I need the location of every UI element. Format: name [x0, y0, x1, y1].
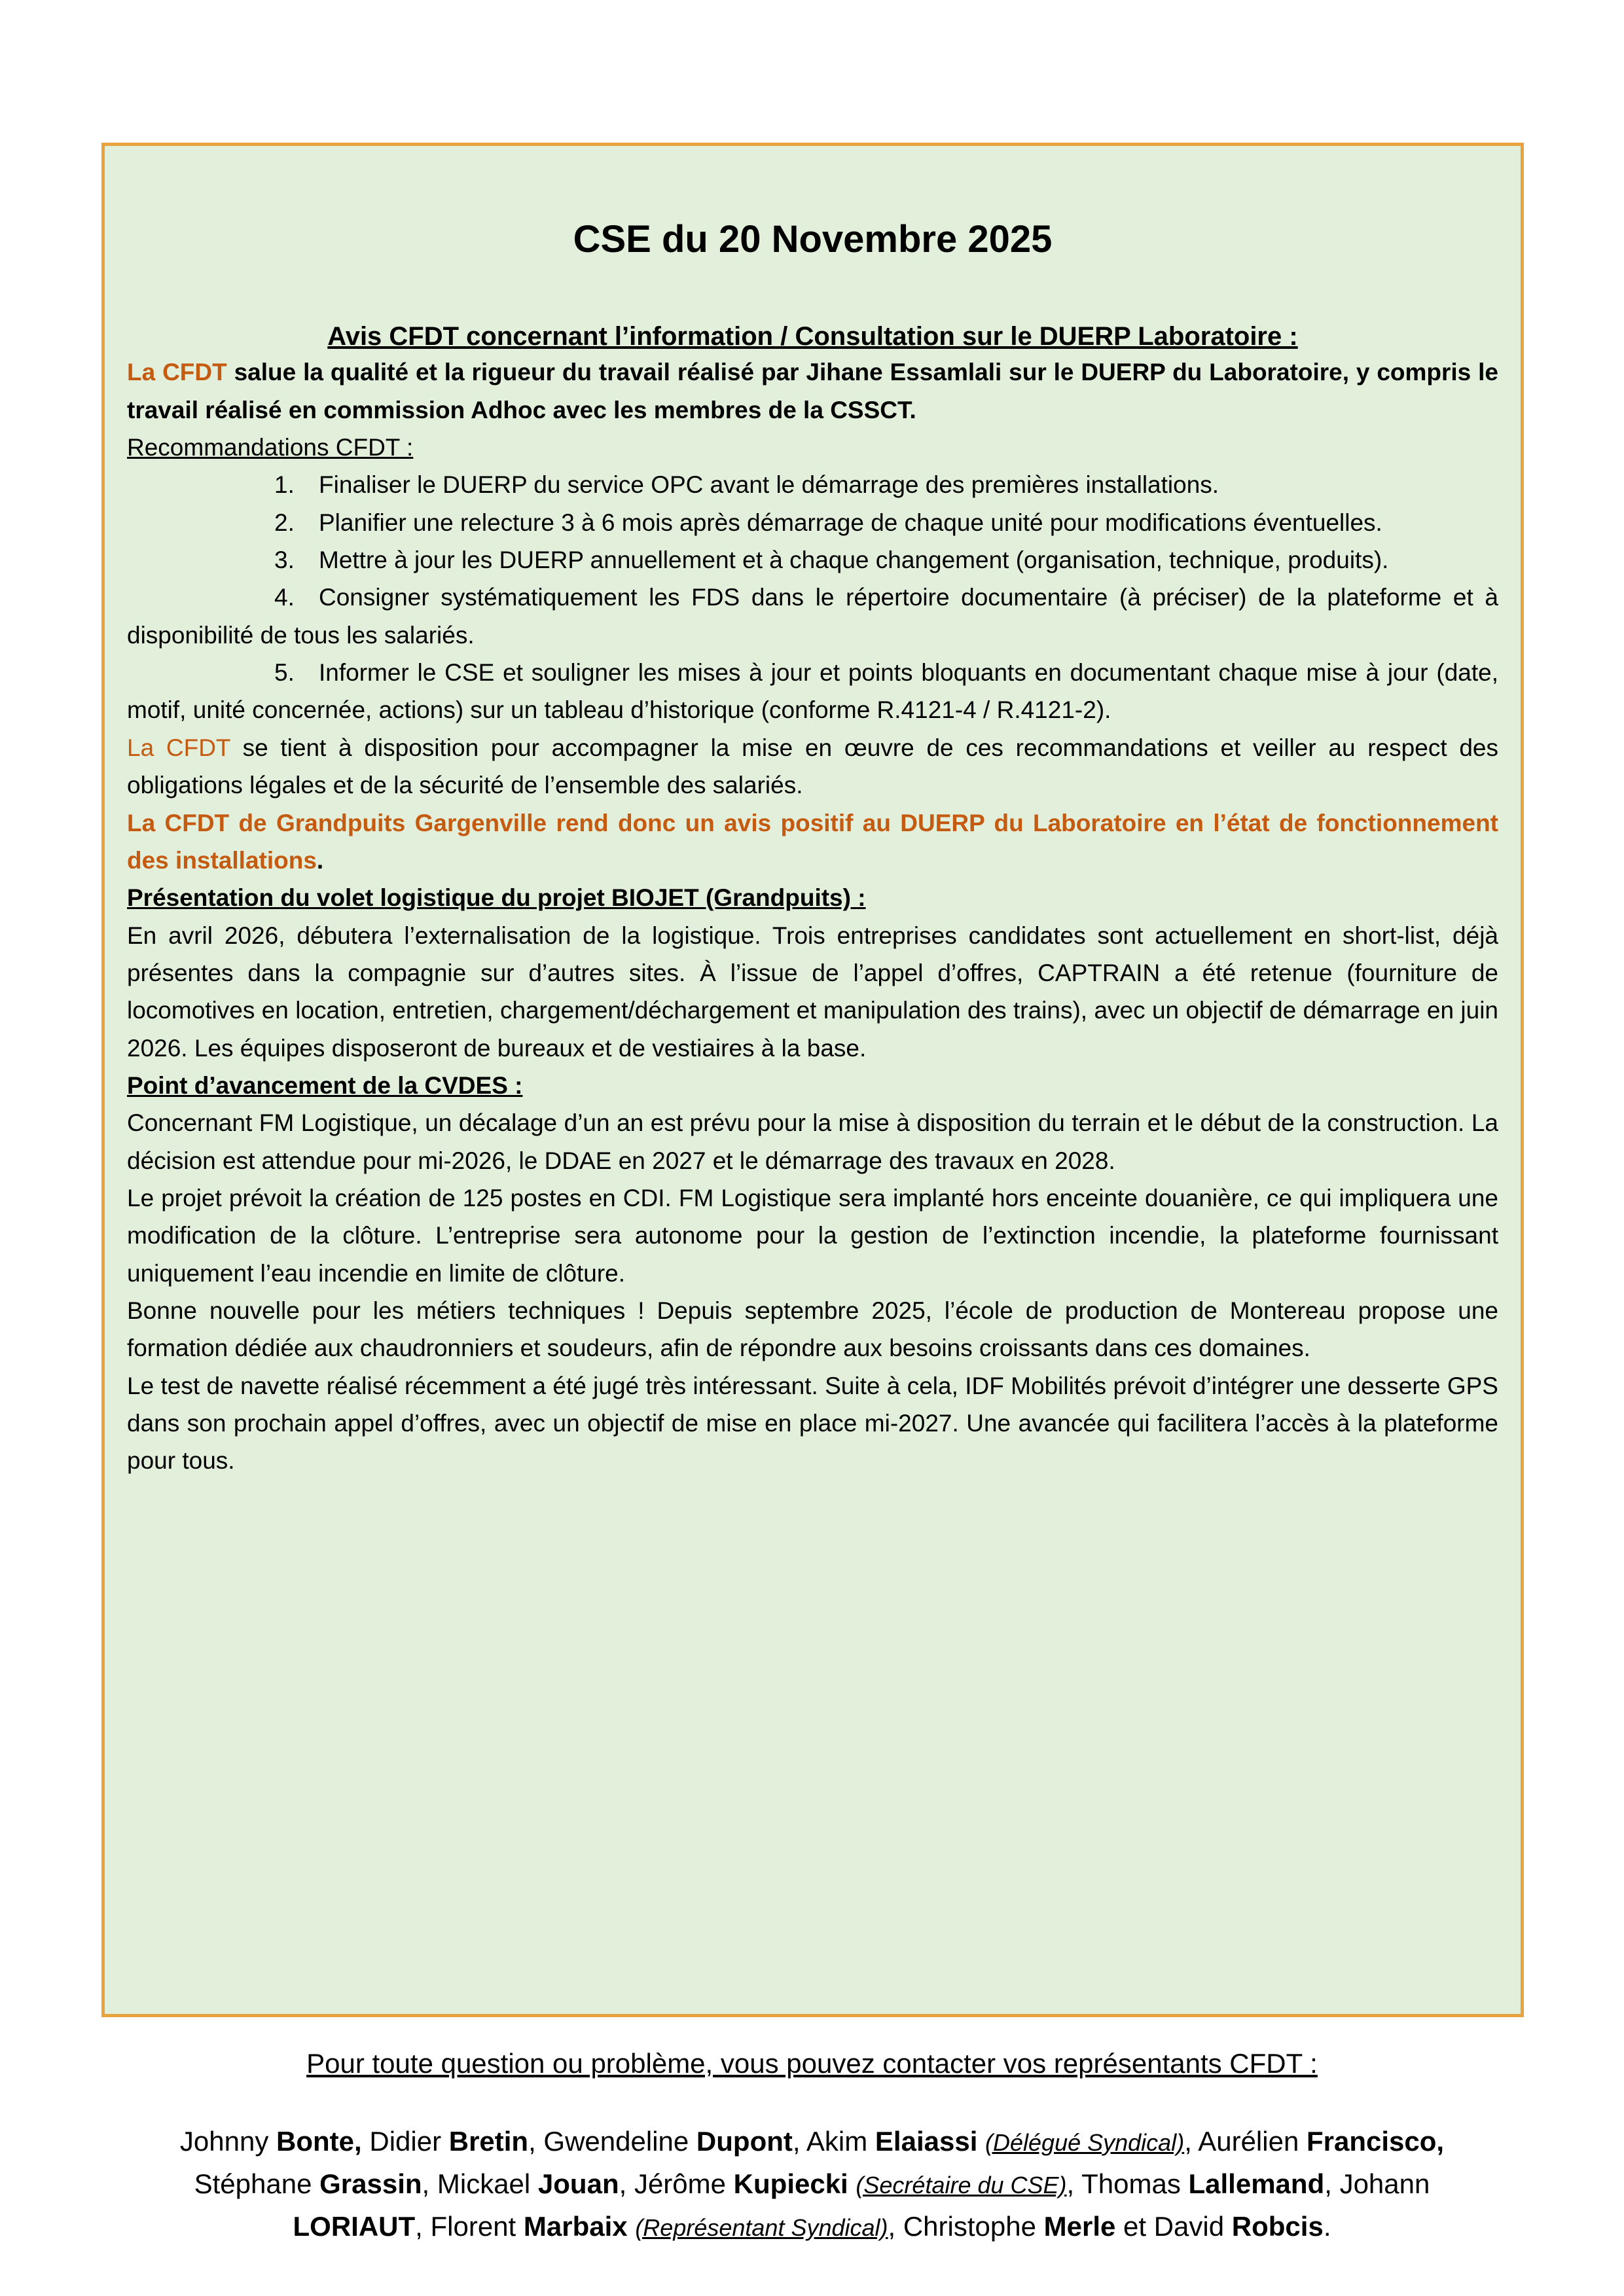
contact-segment: Didier [361, 2125, 449, 2157]
contact-segment: (Secrétaire du CSE) [856, 2171, 1067, 2198]
item-number: 3. [274, 547, 295, 574]
news-paragraph-1: Bonne nouvelle pour les métiers techniques ! Depuis septembre 2025, l’école de production de Montereau propose une formation dédiée aux chaudronniers et soudeurs, afin de répondre aux besoins croissants dans ces domaines. [127, 1297, 1498, 1362]
contact-segment: , Christophe [888, 2210, 1044, 2242]
item-number: 5. [274, 659, 295, 687]
recommendation-item [127, 654, 1498, 729]
contact-segment: , Jérôme [619, 2168, 734, 2199]
item-number: 4. [274, 584, 295, 611]
cfdt-lead-intro: La CFDT [127, 359, 227, 386]
avis-text: La CFDT de Grandpuits Gargenville rend donc un avis positif au DUERP du Laboratoire en l’état de fonctionnement des installations [127, 809, 1498, 874]
item-text: Finaliser le DUERP du service OPC avant le démarrage des premières installations. [319, 471, 1219, 499]
contact-segment: Johnny [179, 2125, 277, 2157]
recommendation-item [127, 466, 1498, 503]
item-text: Planifier une relecture 3 à 6 mois après démarrage de chaque unité pour modifications éventuelles. [319, 509, 1382, 536]
item-number: 1. [274, 471, 295, 499]
cse-report-box [101, 143, 1524, 2017]
cvdes-paragraph-1: Concernant FM Logistique, un décalage d’un an est prévu pour la mise à disposition du terrain et le début de la construction. La décision est attendue pour mi-2026, le DDAE en 2027 et le démarrage des travaux en 2028. [127, 1109, 1498, 1174]
contact-segment: , Florent [415, 2210, 524, 2242]
avis-subtitle: Avis CFDT concernant l’information / Consultation sur le DUERP Laboratoire : [327, 322, 1298, 351]
item-text: Informer le CSE et souligner les mises à jour et points bloquants en documentant chaque mise à jour (date, motif, unité concernée, actions) sur un tableau d’historique (conforme R.4121-4 / R.4121-2). [127, 659, 1498, 724]
recommendation-item [127, 504, 1498, 541]
contact-segment: (Délégué Syndical) [985, 2128, 1185, 2156]
contact-segment: , Thomas [1066, 2168, 1189, 2199]
item-number: 2. [274, 509, 295, 536]
news-paragraph-2: Le test de navette réalisé récemment a été jugé très intéressant. Suite à cela, IDF Mobilités prévoit d’intégrer une desserte GPS dans son prochain appel d’offres, avec un objectif de mise en place mi-2027. Une avancée qui facilitera l’accès à la plateforme pour tous. [127, 1372, 1498, 1475]
contact-segment: Bretin [448, 2125, 529, 2157]
contact-segment: , Akim [792, 2125, 875, 2157]
biojet-paragraph: En avril 2026, débutera l’externalisation de la logistique. Trois entreprises candidates sont actuellement en short-list, déjà présentes dans la compagnie sur d’autres sites. À l’issue de l’appel d’offres, CAPTRAIN a été retenue (fourniture de locomotives en location, entretien, chargement/déchargement et manipulation des trains), avec un objectif de démarrage en juin 2026. Les équipes disposeront de bureaux et de vestiaires à la base. [127, 922, 1498, 1062]
contacts-list [177, 2120, 1447, 2248]
cfdt-lead-support: La CFDT [127, 734, 230, 761]
recommendation-item [127, 579, 1498, 654]
contact-segment: Robcis [1231, 2210, 1324, 2242]
contact-segment: Bonte, [276, 2125, 362, 2157]
intro-text: salue la qualité et la rigueur du travail réalisé par Jihane Essamlali sur le DUERP du Laboratoire, y compris le travail réalisé en commission Adhoc avec les membres de la CSSCT. [127, 359, 1498, 423]
contact-segment: LORIAUT [293, 2210, 416, 2242]
cvdes-heading: Point d’avancement de la CVDES : [127, 1071, 523, 1099]
contact-segment: Stéphane [194, 2168, 320, 2199]
contact-segment: Francisco, [1306, 2125, 1445, 2157]
contact-segment: Elaiassi [875, 2125, 986, 2157]
contact-segment: Kupiecki [733, 2168, 856, 2199]
contact-segment: et David [1115, 2210, 1232, 2242]
biojet-heading: Présentation du volet logistique du projet BIOJET (Grandpuits) : [127, 884, 866, 912]
cvdes-paragraph-2: Le projet prévoit la création de 125 postes en CDI. FM Logistique sera implanté hors enceinte douanière, ce qui impliquera une modification de la clôture. L’entreprise sera autonome pour la gestion de l’extinction incendie, la plateforme fournissant uniquement l’eau incendie en limite de clôture. [127, 1184, 1498, 1287]
recommendations-label [127, 429, 1498, 466]
contact-segment: Lallemand [1188, 2168, 1325, 2199]
contact-segment: , Gwendeline [528, 2125, 696, 2157]
item-text: Mettre à jour les DUERP annuellement et à chaque changement (organisation, technique, produits). [319, 547, 1389, 574]
avis-period: . [316, 846, 324, 874]
contact-segment: Marbaix [523, 2210, 636, 2242]
recommendations-label-text: Recommandations CFDT : [127, 434, 414, 461]
recommendation-item [127, 541, 1498, 579]
contact-segment: Jouan [537, 2168, 619, 2199]
document-title: CSE du 20 Novembre 2025 [573, 218, 1053, 260]
contact-segment: , Aurélien [1184, 2125, 1307, 2157]
contact-segment: . [1323, 2210, 1331, 2242]
avis-paragraph [127, 804, 1498, 880]
support-text: se tient à disposition pour accompagner la mise en œuvre de ces recommandations et veiller au respect des obligations légales et de la sécurité de l’ensemble des salariés. [127, 734, 1498, 799]
contact-segment: , Mickael [422, 2168, 538, 2199]
contact-segment: (Représentant Syndical) [635, 2214, 888, 2241]
contact-segment: Merle [1043, 2210, 1116, 2242]
contact-segment: , Johann [1324, 2168, 1430, 2199]
support-paragraph [127, 729, 1498, 804]
recommendations-list [127, 466, 1498, 728]
contact-heading: Pour toute question ou problème, vous pouvez contacter vos représentants CFDT : [306, 2048, 1318, 2079]
contact-segment: Grassin [319, 2168, 422, 2199]
page-footer [0, 2017, 1624, 2248]
item-text: Consigner systématiquement les FDS dans le répertoire documentaire (à préciser) de la plateforme et à disponibilité de tous les salariés. [127, 584, 1498, 649]
contact-segment: Dupont [696, 2125, 793, 2157]
intro-paragraph [127, 353, 1498, 429]
